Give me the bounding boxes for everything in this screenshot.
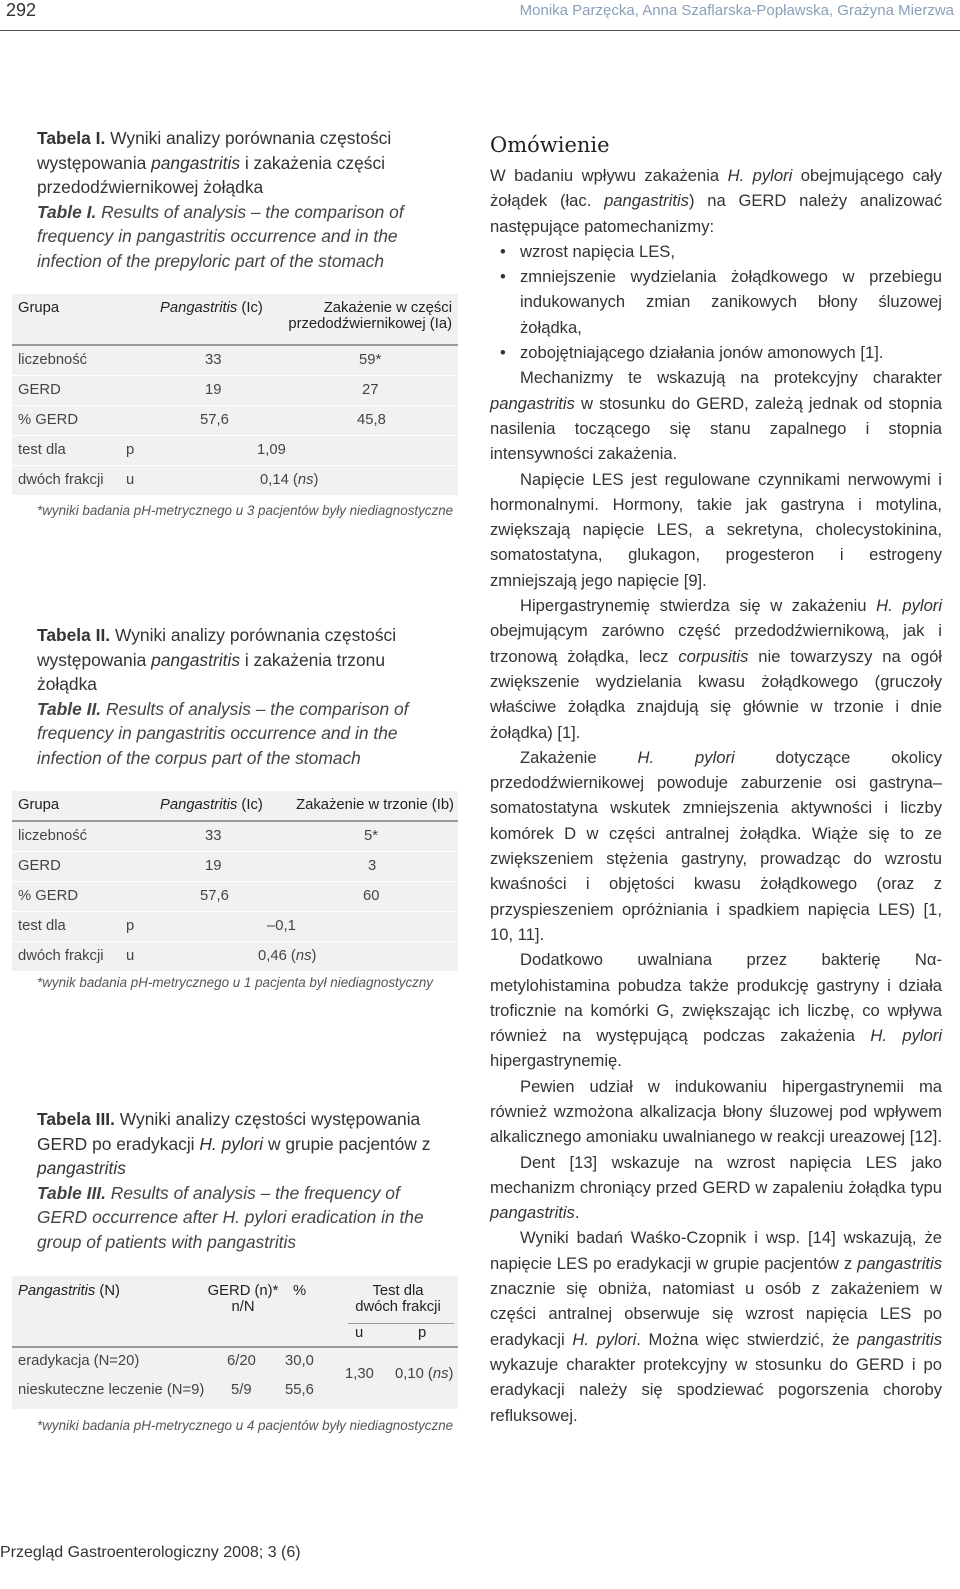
cell: u	[126, 948, 135, 964]
text-italic: H. pylori	[637, 747, 735, 767]
cell: 27	[362, 382, 379, 398]
row-label: test dla	[18, 918, 66, 934]
table2-head-col1-suffix: (Ic)	[237, 797, 263, 813]
table2-caption-text: Wyniki analizy porównania częstości występowania	[37, 625, 397, 670]
table1-head-col2	[288, 300, 452, 332]
cell	[260, 472, 318, 488]
table2-head-col1	[160, 797, 263, 813]
text: .	[574, 1203, 580, 1223]
cell: 33	[205, 828, 222, 844]
text-italic: H. pylori	[572, 1329, 637, 1349]
cell: 3	[368, 858, 377, 874]
table1-caption-italic: pangastritis	[151, 152, 241, 173]
table1-label: Tabela I.	[37, 128, 106, 148]
table-row	[12, 1379, 458, 1407]
cell: 5*	[364, 828, 378, 844]
table3-head-p: p	[418, 1325, 427, 1341]
paragraph	[490, 163, 942, 239]
cell	[258, 948, 316, 964]
table3-p-value	[395, 1366, 453, 1382]
table1-caption-text-end: i zakażenia części przedodźwiernikowej żołądka	[37, 152, 385, 198]
table3-head-col3b: dwóch frakcji	[355, 1299, 441, 1315]
section-heading: Omówienie	[490, 133, 610, 157]
row-label: liczebność	[18, 352, 88, 368]
text: . Można więc stwierdzić, że	[636, 1329, 858, 1349]
paragraph	[490, 1225, 942, 1427]
table3-header	[12, 1276, 458, 1348]
table2-head-col2: Zakażenie w trzonie (Ib)	[296, 797, 454, 813]
table3-en-label: Table III.	[37, 1182, 106, 1203]
table3-caption-italic-2: pangastritis	[37, 1158, 126, 1179]
text-italic: H. pylori	[727, 166, 793, 185]
journal-footer: Przegląd Gastroenterologiczny 2008; 3 (6)	[0, 1544, 301, 1561]
table3-label: Tabela III.	[37, 1109, 115, 1129]
cell: 1,09	[257, 442, 286, 458]
table3-en-caption: Results of analysis – the frequency of GERD occurrence after H. pylori eradication in the group of patients with pangastritis	[37, 1182, 424, 1252]
text: Dodatkowo uwalniana przez bakterię Nα-metylohistamina pobudza także produkcję gastryny i działa troficznie na komórki G, zwiększając ich liczbę, co wpływa również na występującą podczas zakażenia	[490, 950, 942, 1046]
table-row	[12, 436, 458, 466]
table3-head-col3	[348, 1283, 448, 1315]
table3-head-col1a: GERD (n)*	[207, 1283, 279, 1299]
table2-en-label: Table II.	[37, 698, 102, 719]
text: Hipergastrynemię stwierdza się w zakażeniu	[520, 596, 877, 616]
cell: 33	[205, 352, 222, 368]
table1-head-col1-italic: Pangastritis	[160, 300, 238, 316]
cell-value: 0,14 (	[260, 472, 298, 488]
cell-value: 0,46 (	[258, 948, 296, 964]
table1	[12, 294, 458, 495]
paragraph	[490, 593, 942, 745]
cell: 55,6	[285, 1382, 314, 1398]
list-item: • zobojętniającego działania jonów amonowych [1].	[520, 340, 942, 365]
table3-head-col0-suffix: (N)	[95, 1283, 120, 1299]
table2-caption-italic: pangastritis	[151, 649, 241, 670]
table-row	[12, 346, 458, 376]
table3-head-col0-italic: Pangastritis	[18, 1283, 96, 1299]
cell: 5/9	[231, 1382, 252, 1398]
table3-caption	[37, 1107, 437, 1255]
text: nie towarzyszy na ogół zwiększenie wydzielania kwasu żołądkowego (gruczoły właściwe żołądka znajdują się głównie w trzonie i dnie żołądka) [1].	[490, 646, 942, 742]
table-row	[12, 406, 458, 436]
running-authors: Monika Parzęcka, Anna Szaflarska-Popławska, Grażyna Mierzwa	[519, 2, 954, 19]
table1-head-col1	[160, 300, 263, 316]
table3-head-col1	[205, 1283, 281, 1315]
text: hipergastrynemię.	[490, 1051, 622, 1071]
table3-head-col2: %	[293, 1283, 307, 1299]
text-italic: corpusitis	[678, 646, 749, 666]
table-row	[12, 942, 458, 971]
paragraph	[490, 745, 942, 947]
row-label: % GERD	[18, 888, 79, 904]
text-italic: pangastritis	[604, 191, 689, 211]
table2-header-row	[12, 791, 458, 822]
table2	[12, 791, 458, 971]
table3-head-col1b: n/N	[231, 1299, 255, 1315]
cell: 6/20	[227, 1353, 256, 1369]
text-italic: pangastritis	[857, 1253, 942, 1273]
table3-head-u: u	[355, 1325, 364, 1341]
table2-caption	[37, 623, 437, 771]
cell-paren: )	[448, 1366, 454, 1382]
table1-head-col2b: przedodźwiernikowej (Ia)	[288, 316, 452, 332]
table3-subrule	[348, 1323, 454, 1324]
table3-head-col3a: Test dla	[372, 1283, 424, 1299]
cell-value: 0,10 (	[395, 1366, 433, 1382]
text: Wyniki badań Waśko-Czopnik i wsp. [14] wskazują, że napięcie LES po eradykacji w grupie pacjentów z	[490, 1228, 942, 1273]
cell-ns: ns	[297, 472, 314, 488]
table3-head-col0	[18, 1283, 120, 1299]
cell: –0,1	[267, 918, 296, 934]
table3	[12, 1276, 458, 1409]
table3-caption-text: Wyniki analizy częstości występowania GERD po eradykacji	[37, 1109, 421, 1154]
cell: 30,0	[285, 1353, 314, 1369]
cell: u	[126, 472, 135, 488]
text-italic: H. pylori	[876, 596, 943, 616]
row-label: GERD	[18, 858, 61, 874]
page-header	[0, 0, 960, 34]
list-item: • zmniejszenie wydzielania żołądkowego w przebiegu indukowanych zmian zanikowych błony śluzowej żołądka,	[520, 264, 942, 340]
cell: 60	[363, 888, 380, 904]
table1-caption	[37, 126, 437, 274]
row-label: test dla	[18, 442, 66, 458]
paragraph	[490, 365, 942, 466]
table3-footnote: *wyniki badania pH-metrycznego u 4 pacjentów były niediagnostyczne	[37, 1418, 454, 1433]
table2-head-col1-italic: Pangastritis	[160, 797, 238, 813]
table2-en-caption: Results of analysis – the comparison of frequency in pangastritis occurrence and in the infection of the corpus part of the stomach	[37, 698, 409, 768]
text-italic: pangastritis	[857, 1329, 942, 1349]
table3-caption-italic: H. pylori	[199, 1133, 264, 1154]
text: w stosunku do GERD, zależą jednak od stopnia nasilenia toczącego się stanu zapalnego i stopnia intensywności zakażenia.	[490, 393, 942, 464]
bullet-list	[490, 239, 942, 365]
cell-ns: ns	[295, 948, 312, 964]
row-label: % GERD	[18, 412, 79, 428]
table1-head-grupa: Grupa	[18, 300, 60, 316]
table2-caption-text-end: i zakażenia trzonu żołądka	[37, 649, 386, 695]
cell: p	[126, 918, 135, 934]
row-label: dwóch frakcji	[18, 472, 104, 488]
cell: 19	[205, 858, 222, 874]
table-row	[12, 466, 458, 495]
row-label: nieskuteczne leczenie (N=9)	[18, 1382, 205, 1398]
text: dotyczące okolicy przedodźwiernikowej powoduje zaburzenie osi gastryna–somatostatyna wskutek zmniejszenia aktywności i liczby komórek D w części antralnej żołądka. Wiąże się to ze zwiększeniem stężenia gastryny, prowadząc do wzrostu kwaśności i objętości kwasu żołądkowego (oraz z przyspieszeniem opróżniania i spadkiem napięcia LES) [1, 10, 11].	[490, 747, 942, 944]
discussion-section	[490, 131, 942, 1428]
table3-caption-text-mid: w grupie pacjentów z	[263, 1133, 431, 1154]
text: W badaniu wpływu zakażenia	[490, 166, 728, 185]
paragraph	[490, 1150, 942, 1226]
row-label: dwóch frakcji	[18, 948, 104, 964]
text: wykazuje charakter protekcyjny w stosunku do GERD i po eradykacji należy się spodziewać pogorszenia choroby refluksowej.	[490, 1354, 942, 1425]
paragraph	[490, 947, 942, 1073]
text: znacznie się obniża, natomiast u osób z zakażeniem w części antralnej obserwuje się wzrost napięcia LES po eradykacji	[490, 1279, 942, 1349]
paragraph: Napięcie LES jest regulowane czynnikami nerwowymi i hormonalnymi. Hormony, takie jak gastryna i motylina, zwiększają napięcie LES, a sekretyna, cholecystokinina, somatostatyna, glukagon, progesteron i estrogeny zmniejszają jego napięcie [9].	[490, 469, 942, 590]
text: obejmującym zarówno część przedodźwiernikową, jak i trzonową żołądka, lecz	[490, 621, 942, 666]
cell: p	[126, 442, 135, 458]
table-row	[12, 912, 458, 942]
table1-head-col1-suffix: (Ic)	[237, 300, 263, 316]
text: ) na GERD należy analizować następujące patomechanizmy:	[490, 191, 942, 236]
text-italic: pangastritis	[490, 1203, 575, 1223]
cell-paren: )	[313, 472, 319, 488]
cell: 59*	[359, 352, 382, 368]
text: Dent [13] wskazuje na wzrost napięcia LES jako mechanizm chroniący przed GERD w zapaleniu żołądka typu	[490, 1152, 942, 1197]
table1-header-row	[12, 294, 458, 346]
table1-en-caption: Results of analysis – the comparison of frequency in pangastritis occurrence and in the infection of the prepyloric part of the stomach	[37, 201, 404, 271]
text-italic: H. pylori	[870, 1026, 943, 1046]
cell: 45,8	[357, 412, 386, 428]
table1-en-label: Table I.	[37, 201, 97, 222]
row-label: eradykacja (N=20)	[18, 1353, 140, 1369]
table-row	[12, 376, 458, 406]
list-item: • wzrost napięcia LES,	[520, 239, 942, 264]
cell-ns: ns	[432, 1366, 449, 1382]
table3-u-value: 1,30	[345, 1366, 374, 1382]
cell: 57,6	[200, 412, 229, 428]
paragraph: Pewien udział w indukowaniu hipergastrynemii ma również wzmożona alkalizacja błony śluzowej pod wpływem alkalicznego amoniaku uwalnianego w reakcji ureazowej [12].	[490, 1076, 942, 1147]
text: Zakażenie	[520, 747, 638, 767]
table-row	[12, 852, 458, 882]
table1-head-col2a: Zakażenie w części	[323, 300, 452, 316]
table1-footnote: *wyniki badania pH-metrycznego u 3 pacjentów były niediagnostyczne	[37, 503, 454, 518]
table1-caption-text: Wyniki analizy porównania częstości występowania	[37, 128, 392, 173]
table2-head-grupa: Grupa	[18, 797, 60, 813]
table-row	[12, 822, 458, 852]
header-rule	[0, 30, 960, 31]
table2-label: Tabela II.	[37, 625, 111, 645]
table-row	[12, 882, 458, 912]
cell-paren: )	[311, 948, 317, 964]
cell: 19	[205, 382, 222, 398]
text: Mechanizmy te wskazują na protekcyjny charakter	[520, 368, 942, 388]
table-row	[12, 1350, 458, 1378]
page-number: 292	[6, 0, 37, 20]
table2-footnote: *wynik badania pH-metrycznego u 1 pacjenta był niediagnostyczny	[37, 975, 433, 990]
text: obejmującego cały żołądek (łac.	[490, 166, 942, 211]
row-label: GERD	[18, 382, 61, 398]
cell: 57,6	[200, 888, 229, 904]
text-italic: pangastritis	[490, 393, 575, 413]
row-label: liczebność	[18, 828, 88, 844]
